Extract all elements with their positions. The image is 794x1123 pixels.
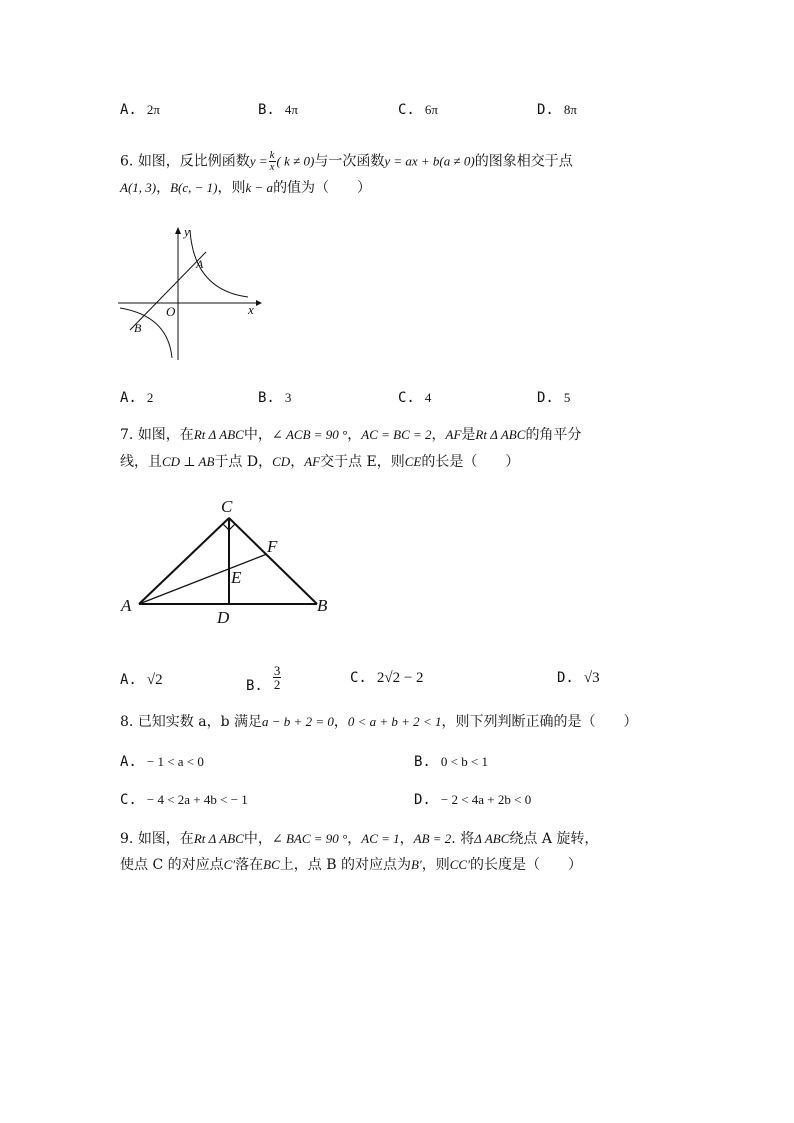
question-text: 的长度是（ ）: [469, 857, 582, 873]
math-expr: 0 < a + b + 2 < 1: [347, 714, 442, 729]
option-value: 2: [146, 390, 154, 405]
option-letter: D.: [557, 670, 574, 686]
q6-option-a[interactable]: [120, 388, 153, 408]
fraction-denominator: x: [269, 161, 275, 173]
q5-option-b[interactable]: [258, 100, 298, 120]
question-text: . 将: [451, 831, 475, 847]
q6-graph: [110, 220, 270, 365]
math-expr: Rt Δ ABC: [193, 831, 244, 846]
q7-option-c[interactable]: [350, 668, 424, 688]
q9-stem-line1: [120, 829, 598, 849]
option-value: 3: [284, 390, 292, 405]
vertex-c-label: C: [221, 497, 233, 516]
q7-stem-line1: [120, 425, 581, 445]
question-text: 如图，在: [137, 427, 194, 443]
option-letter: A.: [120, 672, 137, 688]
question-text: 与一次函数: [314, 153, 385, 170]
option-value: 8π: [563, 102, 577, 117]
punctuation: ，: [431, 427, 446, 443]
option-letter: C.: [398, 102, 415, 118]
option-letter: B.: [258, 102, 275, 118]
q6-option-c[interactable]: [398, 388, 431, 408]
option-letter: D.: [414, 792, 431, 808]
question-number: 8.: [120, 714, 134, 730]
fraction-numerator: k: [269, 149, 275, 161]
math-expr: AF: [304, 454, 321, 469]
math-expr: y = ax + b(a ≠ 0): [384, 153, 475, 169]
math-expr: CD: [272, 454, 291, 469]
question-number: 9.: [120, 831, 134, 847]
option-letter: B.: [246, 677, 263, 694]
math-expr: a − b + 2 = 0: [262, 714, 334, 729]
side-ac: [139, 518, 229, 604]
math-expr: Rt Δ ABC: [475, 427, 526, 442]
q7-option-a[interactable]: [120, 670, 163, 690]
math-expr: k − a: [245, 180, 274, 195]
math-expr: AC = 1: [361, 831, 400, 846]
q6-stem-line1: [120, 150, 573, 173]
q5-option-a[interactable]: [120, 100, 160, 120]
segment-af: [139, 554, 267, 604]
vertex-b-label: B: [317, 596, 328, 615]
option-letter: B.: [258, 390, 275, 406]
option-value: 4π: [284, 102, 298, 117]
math-expr: AC = BC = 2: [361, 427, 432, 442]
question-text: 已知实数 a，b 满足: [137, 714, 263, 730]
question-text: 的图象相交于点: [474, 153, 573, 170]
option-value: 5: [563, 390, 571, 405]
q8-stem: [120, 712, 637, 732]
math-expr: CC′: [449, 857, 470, 872]
fraction-numerator: 3: [273, 663, 281, 678]
q8-option-a[interactable]: [120, 752, 204, 772]
question-text: 中，: [243, 427, 272, 443]
q7-option-d[interactable]: [557, 668, 600, 688]
side-bc: [229, 518, 317, 604]
q7-stem-line2: [120, 452, 519, 472]
question-text: 如图，反比例函数: [137, 153, 250, 170]
punctuation: ，: [333, 714, 348, 730]
option-letter: C.: [120, 792, 137, 808]
fraction-denominator: 2: [273, 677, 281, 692]
q6-option-d[interactable]: [537, 388, 570, 408]
q7-option-b[interactable]: [246, 663, 282, 694]
math-expr: ( k ≠ 0): [276, 153, 315, 169]
question-text: 是: [461, 427, 476, 443]
question-text: 使点 C 的对应点: [120, 857, 224, 873]
punctuation: ，: [290, 454, 305, 470]
math-expr: A(1, 3): [120, 180, 157, 195]
x-axis-label: x: [248, 302, 254, 317]
math-expr: CE: [404, 454, 422, 469]
option-letter: B.: [414, 754, 431, 770]
math-expr: CD ⊥ AB: [162, 454, 215, 469]
question-text: ，则下列判断正确的是（ ）: [441, 714, 638, 730]
math-expr: AB = 2: [413, 831, 452, 846]
q6-stem-line2: [120, 178, 371, 198]
point-a-label: A: [196, 257, 204, 271]
question-text: 上，点 B 的对应点为: [279, 857, 411, 873]
vertex-a-label: A: [121, 596, 132, 615]
question-text: 落在: [235, 857, 264, 873]
q5-option-d[interactable]: [537, 100, 577, 120]
question-text: 如图，在: [137, 831, 194, 847]
math-expr: B(c, − 1): [170, 180, 218, 195]
question-text: ，则: [217, 180, 246, 196]
point-e-label: E: [231, 568, 242, 587]
question-text: 的值为（ ）: [273, 180, 372, 196]
option-value: 2π: [146, 102, 160, 117]
option-letter: A.: [120, 390, 137, 406]
origin-label: O: [166, 304, 176, 319]
math-expr: y =: [249, 153, 268, 169]
punctuation: ，: [156, 180, 171, 196]
question-text: 绕点 A 旋转，: [509, 831, 599, 847]
question-number: 7.: [120, 427, 134, 443]
option-value: − 1 < a < 0: [146, 754, 204, 769]
option-letter: C.: [350, 670, 367, 686]
option-letter: C.: [398, 390, 415, 406]
question-text: 中，: [243, 831, 272, 847]
math-expr: C′: [223, 857, 236, 872]
q8-option-c[interactable]: [120, 790, 248, 810]
math-expr: ∠ ACB = 90 °: [271, 427, 348, 442]
option-value: − 4 < 2a + 4b < − 1: [146, 792, 248, 807]
y-axis-arrow-icon: [175, 227, 181, 234]
point-b-label: B: [134, 321, 142, 335]
punctuation: ，: [347, 427, 362, 443]
point-f-label: F: [267, 537, 278, 556]
question-text: ，则: [421, 857, 450, 873]
option-letter: D.: [537, 102, 554, 118]
q9-stem-line2: [120, 855, 582, 875]
option-value: 6π: [424, 102, 438, 117]
fraction-three-halves: [273, 664, 282, 691]
question-number: 6.: [120, 153, 134, 170]
hyperbola-branch-2: [120, 308, 172, 358]
math-expr: AF: [445, 427, 462, 442]
math-expr: Rt Δ ABC: [193, 427, 244, 442]
option-value: − 2 < 4a + 2b < 0: [440, 792, 532, 807]
option-value: 2√2 − 2: [376, 670, 424, 686]
option-letter: A.: [120, 754, 137, 770]
fraction-k-over-x: [269, 150, 276, 173]
math-expr: Δ ABC: [474, 831, 510, 846]
option-letter: D.: [537, 390, 554, 406]
option-value: √3: [583, 670, 600, 686]
x-axis-arrow-icon: [256, 300, 262, 306]
question-text: 的角平分: [525, 427, 582, 443]
punctuation: ，: [399, 831, 414, 847]
q8-option-d[interactable]: [414, 790, 531, 810]
math-expr: B′: [410, 857, 422, 872]
y-axis-label: y: [184, 224, 190, 239]
question-text: 线，且: [120, 454, 162, 470]
question-text: 于点 D，: [214, 454, 273, 470]
question-text: 交于点 E，则: [320, 454, 405, 470]
option-value: 4: [424, 390, 432, 405]
option-value: √2: [146, 672, 163, 688]
option-letter: A.: [120, 102, 137, 118]
option-value: 0 < b < 1: [440, 754, 489, 769]
math-expr: BC: [263, 857, 280, 872]
q6-option-b[interactable]: [258, 388, 291, 408]
point-d-label: D: [217, 608, 230, 627]
punctuation: ，: [347, 831, 362, 847]
q8-option-b[interactable]: [414, 752, 488, 772]
q7-triangle-figure: [115, 490, 345, 630]
question-text: 的长是（ ）: [421, 454, 520, 470]
q5-option-c[interactable]: [398, 100, 438, 120]
math-expr: ∠ BAC = 90 °: [271, 831, 348, 846]
